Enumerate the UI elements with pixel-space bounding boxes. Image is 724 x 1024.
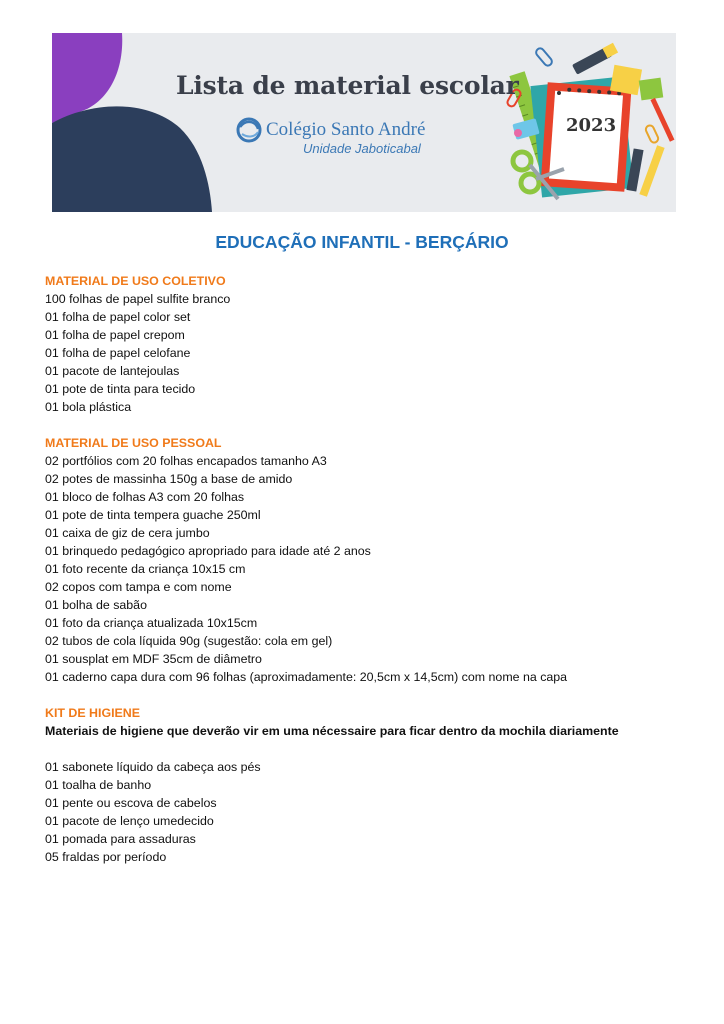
- list-pessoal: [45, 452, 685, 686]
- marker-icon: [572, 43, 618, 75]
- header-banner: [52, 33, 676, 212]
- list-item: 01 foto da criança atualizada 10x15cm: [45, 616, 258, 630]
- school-name: Colégio Santo André: [266, 119, 426, 140]
- list-item: 01 folha de papel color set: [45, 310, 191, 324]
- list-item: 01 foto recente da criança 10x15 cm: [45, 562, 246, 576]
- list-higiene: [45, 758, 685, 866]
- sticky-note-icon: [610, 65, 642, 95]
- list-item: 01 bola plástica: [45, 400, 132, 414]
- page-title: EDUCAÇÃO INFANTIL - BERÇÁRIO: [215, 232, 509, 252]
- year-label: 2023: [566, 115, 617, 136]
- navy-shape: [52, 106, 212, 212]
- list-item: 01 brinquedo pedagógico apropriado para idade até 2 anos: [45, 544, 371, 558]
- list-item: 02 tubos de cola líquida 90g (sugestão: cola em gel): [45, 634, 333, 648]
- notebook-icon: [530, 76, 633, 197]
- list-item: 100 folhas de papel sulfite branco: [45, 292, 231, 306]
- list-item: 01 bolha de sabão: [45, 598, 147, 612]
- list-item: 01 folha de papel crepom: [45, 328, 185, 342]
- list-item: 02 copos com tampa e com nome: [45, 580, 232, 594]
- spacer: [45, 416, 685, 434]
- banner-title: Lista de material escolar: [176, 71, 519, 100]
- sticky-note-icon: [639, 78, 664, 101]
- list-item: 02 portfólios com 20 folhas encapados tamanho A3: [45, 454, 327, 468]
- spacer: [45, 740, 685, 758]
- pushpin-icon: [514, 129, 522, 137]
- list-coletivo: [45, 290, 685, 416]
- section-title-higiene: KIT DE HIGIENE: [45, 706, 141, 720]
- pencil-icon: [626, 98, 674, 197]
- list-item: 01 sousplat em MDF 35cm de diâmetro: [45, 652, 262, 666]
- list-item: 01 toalha de banho: [45, 778, 152, 792]
- list-item: 01 folha de papel celofane: [45, 346, 191, 360]
- list-item: 01 pacote de lenço umedecido: [45, 814, 214, 828]
- section-title-pessoal: MATERIAL DE USO PESSOAL: [45, 436, 222, 450]
- list-item: 01 pote de tinta para tecido: [45, 382, 196, 396]
- material-list: [45, 272, 685, 866]
- list-item: 01 pote de tinta tempera guache 250ml: [45, 508, 261, 522]
- list-item: 05 fraldas por período: [45, 850, 167, 864]
- list-item: 01 caixa de giz de cera jumbo: [45, 526, 210, 540]
- section-subtitle-higiene: Materiais de higiene que deverão vir em uma nécessaire para ficar dentro da mochila diariamente: [45, 724, 619, 738]
- list-item: 01 bloco de folhas A3 com 20 folhas: [45, 490, 245, 504]
- list-item: 01 pente ou escova de cabelos: [45, 796, 217, 810]
- list-item: 02 potes de massinha 150g a base de amido: [45, 472, 293, 486]
- section-title-coletivo: MATERIAL DE USO COLETIVO: [45, 274, 226, 288]
- list-item: 01 pomada para assaduras: [45, 832, 196, 846]
- school-logo-icon: [238, 119, 260, 141]
- spacer: [45, 686, 685, 704]
- list-item: 01 caderno capa dura com 96 folhas (aproximadamente: 20,5cm x 14,5cm) com nome na capa: [45, 670, 568, 684]
- school-unit: Unidade Jaboticabal: [303, 141, 421, 156]
- list-item: 01 sabonete líquido da cabeça aos pés: [45, 760, 261, 774]
- list-item: 01 pacote de lantejoulas: [45, 364, 180, 378]
